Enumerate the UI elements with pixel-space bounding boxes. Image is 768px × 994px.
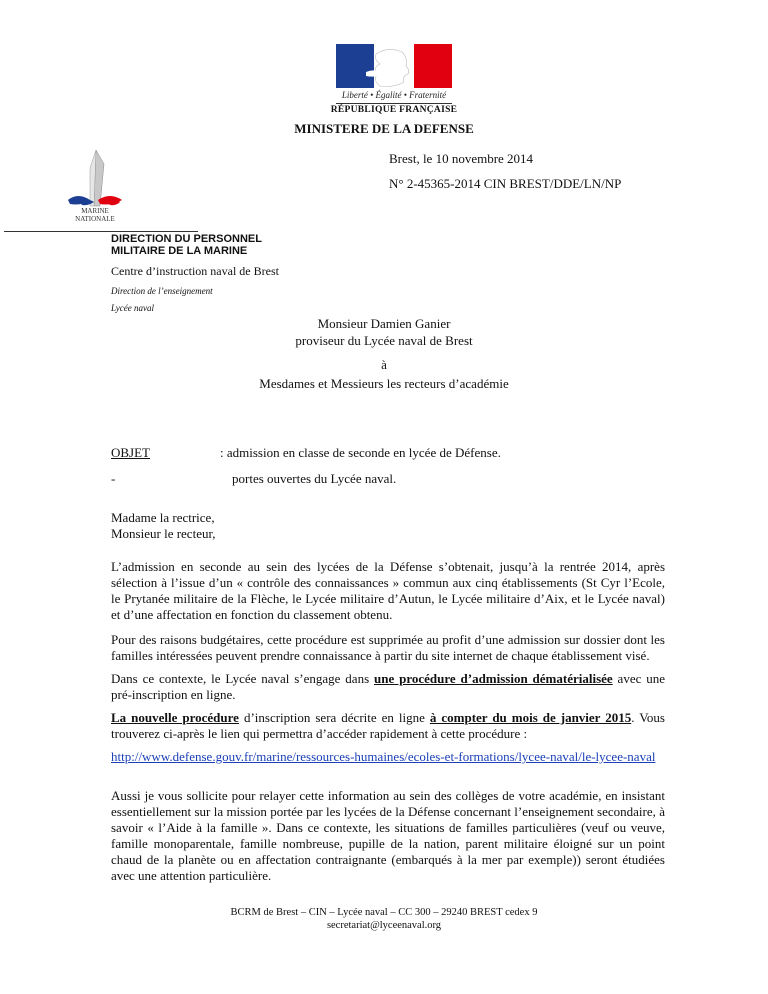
logo-divider: [336, 103, 452, 104]
subject-dash: -: [111, 471, 116, 486]
paragraph-5: Aussi je vous sollicite pour relayer cette information au sein des collèges de votre académie, en insistant essentiellement sur la mission portée par les lycées de la Défense concernant l’enseignement secondaire, à savoir « l’Aide à la famille ». Dans ce contexte, les situations de familles particulières (veuf ou veuve, famille monoparentale, famille nombreuse, pupille de la nation, parent militaire éloigné sur un point chaud de la planète ou en affectation contraignante (embarqués à la mer par exemple)) seront étudiées avec une attention particulière.: [111, 788, 665, 883]
unit-name: Lycée naval: [111, 303, 154, 313]
procedure-link[interactable]: http://www.defense.gouv.fr/marine/ressources-humaines/ecoles-et-formations/lycee-naval/le-lycee-naval: [111, 749, 656, 764]
ministry-title: MINISTERE DE LA DEFENSE: [294, 121, 474, 136]
footer: [0, 906, 768, 932]
subject-line-1: : admission en classe de seconde en lycée de Défense.: [220, 445, 501, 460]
to-word: à: [381, 357, 387, 372]
subject-line-2: portes ouvertes du Lycée naval.: [232, 471, 397, 486]
centre-name: Centre d’instruction naval de Brest: [111, 264, 279, 278]
recipients: Mesdames et Messieurs les recteurs d’académie: [259, 376, 509, 391]
paragraph-3: Dans ce contexte, le Lycée naval s’engage dans une procédure d’admission dématérialisée avec une pré-inscription en ligne.: [111, 671, 665, 702]
place-date: Brest, le 10 novembre 2014: [389, 151, 534, 166]
procedure-link-block: [111, 749, 665, 765]
reference-number: N° 2-45365-2014 CIN BREST/DDE/LN/NP: [389, 176, 622, 191]
footer-email: secretariat@lyceenaval.org: [326, 920, 442, 931]
service-name: Direction de l’enseignement: [111, 286, 213, 296]
addressing-block: [0, 315, 768, 373]
subject-label: OBJET: [111, 445, 150, 460]
paragraph-2: Pour des raisons budgétaires, cette procédure est supprimée au profit d’une admission sur dossier dont les familles intéressées peuvent prendre connaissance à partir du site internet de chaque établissement visé.: [111, 632, 665, 663]
republic-name: RÉPUBLIQUE FRANÇAISE: [330, 105, 458, 115]
marianne-logo: [336, 44, 452, 88]
footer-address: BCRM de Brest – CIN – Lycée naval – CC 300 – 29240 BREST cedex 9: [230, 907, 538, 918]
salutation: Madame la rectrice, Monsieur le recteur,: [111, 510, 216, 541]
republic-motto: Liberté • Égalité • Fraternité: [341, 90, 447, 100]
sender-title: proviseur du Lycée naval de Brest: [295, 333, 473, 348]
marine-nationale-label: MARINE NATIONALE: [75, 207, 115, 223]
direction-block: DIRECTION DU PERSONNEL MILITAIRE DE LA MARINE: [111, 233, 262, 257]
sender-name: Monsieur Damien Ganier: [317, 316, 451, 331]
paragraph-4: La nouvelle procédure d’inscription sera décrite en ligne à compter du mois de janvier 2015. Vous trouverez ci-après le lien qui permettra d’accéder rapidement à cette procédure :: [111, 710, 665, 741]
paragraph-1: L’admission en seconde au sein des lycées de la Défense s’obtenait, jusqu’à la rentrée 2014, après sélection à l’issue d’un « contrôle des connaissances » commun aux cinq établissements (St Cyr l’Ecole, le Prytanée militaire de la Flèche, le Lycée militaire d’Autun, le Lycée militaire d’Aix, et le Lycée naval) et d’une affectation en fonction du classement obtenu.: [111, 559, 665, 622]
sender-rule: [4, 231, 198, 232]
